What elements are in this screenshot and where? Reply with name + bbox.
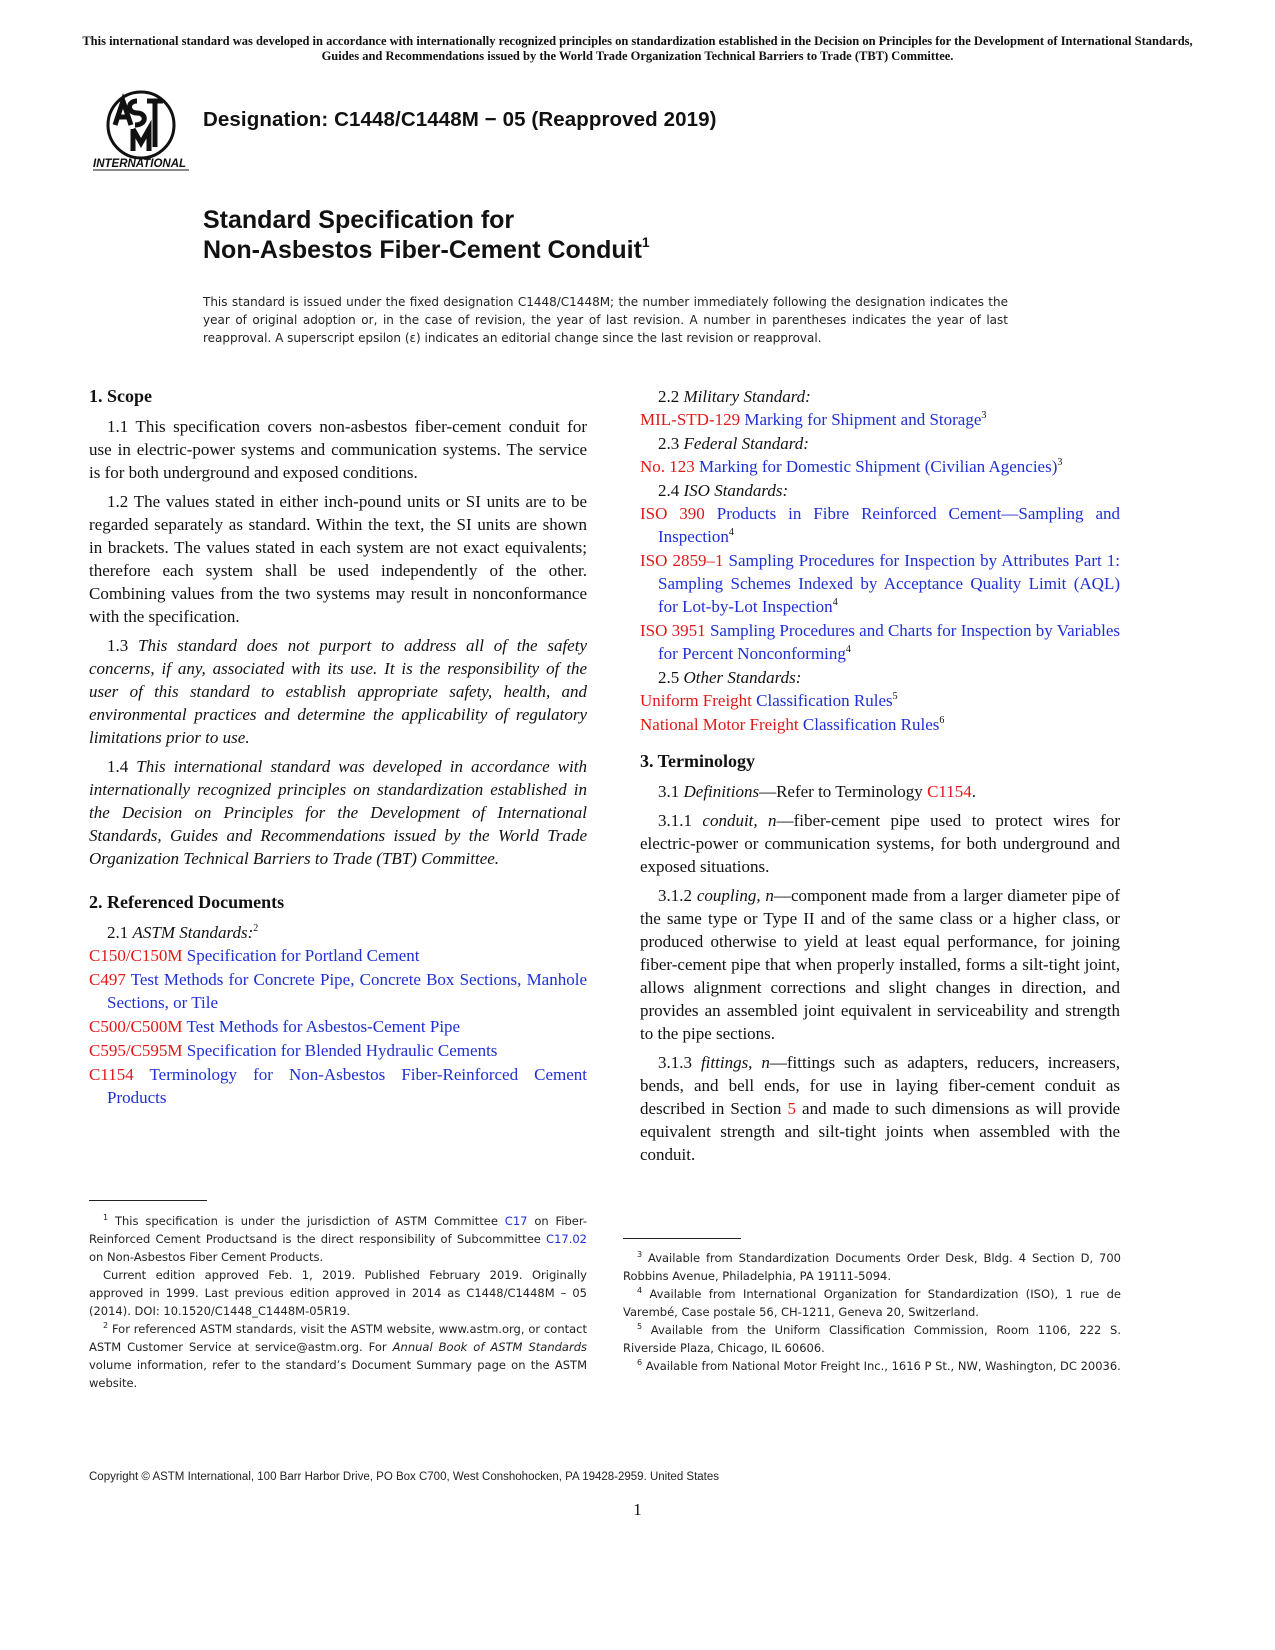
section-link[interactable]: 5 xyxy=(787,1099,796,1118)
committee-link[interactable]: C17 xyxy=(504,1214,528,1228)
iso-ref-list xyxy=(640,502,1120,665)
astm-logo xyxy=(93,87,193,182)
ref-entry[interactable] xyxy=(640,619,1120,665)
ref-entry[interactable] xyxy=(89,944,587,967)
ref-entry[interactable]: No. 123 Marking for Domestic Shipment (Civilian Agencies)$^3$ xyxy=(640,457,1063,476)
ref-title[interactable]: Test Methods for Asbestos-Cement Pipe xyxy=(186,1017,461,1036)
military-standard-label: 2.2 Military Standard: xyxy=(658,387,811,406)
ref-footnote-mark[interactable]: 4 xyxy=(845,644,851,655)
paragraph-3-1-2: 3.1.2 coupling, n—component made from a larger diameter pipe of the same type or Type II and of the same class or a higher class, or produced otherwise to yield at least equal performance, for joining fiber-cement pipe that when properly installed, forms a silt-tight joint, allows alignment corrections and slight changes in direction, and provides an assembled joint equivalent in serviceability and strength to the pipe sections. xyxy=(640,886,1120,1043)
ref-code[interactable]: Uniform Freight xyxy=(640,691,752,710)
ref-title[interactable]: Products in Fibre Reinforced Cement—Sampling and Inspection xyxy=(658,504,1121,546)
footnote-3: $^3$ Available from Standardization Documents Order Desk, Bldg. 4 Section D, 700 Robbins Avenue, Philadelphia, PA 19111-5094. xyxy=(623,1250,1121,1283)
ref-entry[interactable] xyxy=(89,1063,587,1109)
designation: Designation: C1448/C1448M − 05 (Reapproved 2019) xyxy=(203,108,717,131)
footnote-5: $^5$ Available from the Uniform Classification Commission, Room 1106, 222 S. Riverside Plaza, Chicago, IL 60606. xyxy=(623,1322,1121,1355)
astm-logo-icon xyxy=(93,87,193,182)
paragraph-3-1-1: 3.1.1 conduit, n—fiber-cement pipe used to protect wires for electric-power or communication systems, for both underground and exposed situations. xyxy=(640,811,1120,876)
ref-footnote-mark[interactable]: 6 xyxy=(939,715,945,726)
federal-standard-label: 2.3 Federal Standard: xyxy=(658,434,809,453)
footnote-rule-left xyxy=(89,1200,207,1201)
title-footnote-mark[interactable]: 1 xyxy=(641,234,650,250)
ref-entry[interactable] xyxy=(640,689,1120,712)
ref-code[interactable]: ISO 2859–1 xyxy=(640,551,724,570)
section-heading-referenced: 2. Referenced Documents xyxy=(89,892,285,912)
ref-entry[interactable] xyxy=(640,713,1120,736)
footnote-rule-right xyxy=(623,1238,741,1239)
left-column xyxy=(89,385,587,1110)
logo-text: INTERNATIONAL xyxy=(93,158,187,170)
footnotes-left xyxy=(89,1212,587,1392)
ref-entry[interactable] xyxy=(89,968,587,1014)
ref-entry[interactable] xyxy=(89,1015,587,1038)
ref-title[interactable]: Specification for Portland Cement xyxy=(186,946,420,965)
paragraph-1-4: 1.4 This international standard was developed in accordance with internationally recognized principles on standardization established in the Decision on Principles for the Development of International Standards, Guides and Recommendations issued by the World Trade Organization Technical Barriers to Trade (TBT) Committee. xyxy=(89,757,587,868)
intro-paragraph: This standard is issued under the fixed designation C1448/C1448M; the number immediately following the designation indicates the year of original adoption or, in the case of revision, the year of last revision. A number in parentheses indicates the year of last reapproval. A superscript epsilon (ε) indicates an editorial change since the last revision or reapproval. xyxy=(203,295,1008,345)
ref-footnote-mark[interactable]: 4 xyxy=(832,597,838,608)
ref-title[interactable]: Terminology for Non-Asbestos Fiber-Reinforced Cement Products xyxy=(107,1065,587,1107)
ref-title[interactable]: Sampling Procedures for Inspection by Attributes Part 1: Sampling Schemes Indexed by Acceptance Quality Limit (AQL) for Lot-by-Lot Inspection xyxy=(658,551,1121,616)
ref-title[interactable]: Specification for Blended Hydraulic Cements xyxy=(186,1041,498,1060)
right-column xyxy=(640,385,1120,1172)
ref-code[interactable]: ISO 390 xyxy=(640,504,705,523)
ref-code[interactable]: ISO 3951 xyxy=(640,621,706,640)
other-standards-label: 2.5 Other Standards: xyxy=(658,668,802,687)
page-title xyxy=(203,205,650,265)
paragraph-1-1: 1.1 This specification covers non-asbestos fiber-cement conduit for use in electric-power systems and communication systems. The service is for both underground and exposed conditions. xyxy=(89,417,587,482)
ref-footnote-mark[interactable]: 5 xyxy=(892,691,898,702)
paragraph-1-2: 1.2 The values stated in either inch-pound units or SI units are to be regarded separately as standard. Within the text, the SI units are shown in brackets. The values stated in each system are not exact equivalents; therefore each system shall be used independently of the other. Combining values from the two systems may result in nonconformance with the specification. xyxy=(89,492,587,626)
ref-code[interactable]: C150/C150M xyxy=(89,946,183,965)
paragraph-3-1: 3.1 Definitions—Refer to Terminology C1154. xyxy=(658,782,977,801)
footnote-2: $^2$ For referenced ASTM standards, visit the ASTM website, www.astm.org, or contact ASTM Customer Service at service@astm.org. For Annual Book of ASTM Standards volume information, refer to the standard’s Document Summary page on the ASTM website. xyxy=(89,1321,588,1390)
ref-entry[interactable] xyxy=(89,1039,587,1062)
title-line-2: Non-Asbestos Fiber-Cement Conduit$^1$ xyxy=(203,234,650,264)
astm-standards-label: 2.1 ASTM Standards:$^2$ xyxy=(107,923,259,942)
footnote-1-edition: Current edition approved Feb. 1, 2019. Published February 2019. Originally approved in 1999. Last previous edition approved in 2014 as C1448/C1448M – 05 (2014). DOI: 10.1520/C1448_C1448M-05R19. xyxy=(89,1268,587,1318)
ref-title[interactable]: Classification Rules xyxy=(802,715,940,734)
ref-code[interactable]: National Motor Freight xyxy=(640,715,799,734)
terminology-link[interactable]: C1154 xyxy=(927,782,972,801)
wto-notice: This international standard was developed in accordance with internationally recognized principles on standardization established in the Decision on Principles for the Development of International Standards, Guides and Recommendations issued by the World Trade Organization Technical Barriers to Trade (TBT) Committee. xyxy=(82,34,1193,63)
subcommittee-link[interactable]: C17.02 xyxy=(546,1232,587,1246)
ref-entry[interactable] xyxy=(640,549,1120,618)
ref-title[interactable]: Sampling Procedures and Charts for Inspection by Variables for Percent Nonconforming xyxy=(658,621,1120,663)
ref-code[interactable]: C497 xyxy=(89,970,126,989)
ref-title[interactable]: Classification Rules xyxy=(756,691,893,710)
paragraph-3-1-3: 3.1.3 fittings, n—fittings such as adapters, reducers, increasers, bends, and bell ends, for use in laying fiber-cement conduit as described in Section 5 and made to such dimensions as will provide equivalent strength and silt-tight joints when assembled with the conduit. xyxy=(640,1053,1121,1164)
footnote-4: $^4$ Available from International Organization for Standardization (ISO), 1 rue de Varembé, Case postale 56, CH-1211, Geneva 20, Switzerland. xyxy=(623,1286,1121,1319)
section-heading-terminology: 3. Terminology xyxy=(640,751,756,771)
section-heading-scope: 1. Scope xyxy=(89,386,152,406)
page-number: 1 xyxy=(633,1500,642,1519)
ref-footnote-mark[interactable]: 4 xyxy=(728,527,734,538)
title-line-1: Standard Specification for xyxy=(203,206,515,234)
ref-code[interactable]: C1154 xyxy=(89,1065,134,1084)
footnote-6: $^6$ Available from National Motor Freight Inc., 1616 P St., NW, Washington, DC 20036. xyxy=(637,1358,1121,1373)
paragraph-1-3: 1.3 This standard does not purport to address all of the safety concerns, if any, associated with its use. It is the responsibility of the user of this standard to establish appropriate safety, health, and environmental practices and determine the applicability of regulatory limitations prior to use. xyxy=(89,636,587,747)
iso-standards-label: 2.4 ISO Standards: xyxy=(658,481,789,500)
astm-ref-list xyxy=(89,944,587,1109)
ref-entry[interactable] xyxy=(640,502,1120,548)
other-ref-list xyxy=(640,689,1120,736)
ref-code[interactable]: C500/C500M xyxy=(89,1017,183,1036)
ref-title[interactable]: Test Methods for Concrete Pipe, Concrete Box Sections, Manhole Sections, or Tile xyxy=(107,970,587,1012)
footnotes-right xyxy=(623,1249,1121,1375)
copyright: Copyright © ASTM International, 100 Barr Harbor Drive, PO Box C700, West Conshohocken, PA 19428-2959. United States xyxy=(89,1471,720,1483)
footnote-1: $^1$ This specification is under the jurisdiction of ASTM Committee C17 on Fiber-Reinforced Cement Productsand is the direct responsibility of Subcommittee C17.02 on Non-Asbestos Fiber Cement Products. xyxy=(89,1213,588,1264)
ref-code[interactable]: C595/C595M xyxy=(89,1041,183,1060)
ref-entry[interactable]: MIL-STD-129 Marking for Shipment and Storage$^3$ xyxy=(640,410,987,429)
